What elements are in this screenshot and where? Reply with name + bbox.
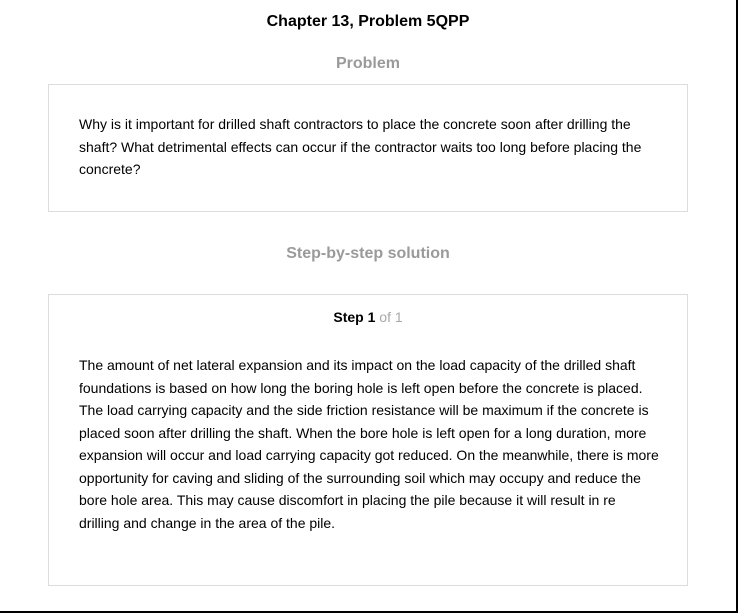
solution-card xyxy=(48,294,688,586)
step-number: 1 xyxy=(367,309,376,325)
step-word: Step xyxy=(333,309,364,325)
step-total: of 1 xyxy=(379,309,403,325)
step-indicator xyxy=(49,308,687,326)
problem-heading: Problem xyxy=(335,55,400,72)
solution-text: The amount of net lateral expansion and its impact on the load capacity of the drilled shaft foundations is based on how long the boring hole is left open before the concrete is placed. The load carrying capacity and the side friction resistance will be maximum if the concrete is placed soon after drilling the shaft. When the bore hole is left open for a long duration, more expansion will occur and load carrying capacity got reduced. On the meanwhile, there is more opportunity for caving and sliding of the surrounding soil which may occupy and reduce the bore hole area. This may cause discomfort in placing the pile because it will result in re drilling and change in the area of the pile. xyxy=(79,357,659,531)
solution-heading: Step-by-step solution xyxy=(286,245,450,262)
chapter-title: Chapter 13, Problem 5QPP xyxy=(266,13,470,30)
problem-card xyxy=(48,84,688,212)
problem-text: Why is it important for drilled shaft contractors to place the concrete soon after drilling the shaft? What detrimental effects can occur if the contractor waits too long before placing the concrete? xyxy=(79,116,642,177)
